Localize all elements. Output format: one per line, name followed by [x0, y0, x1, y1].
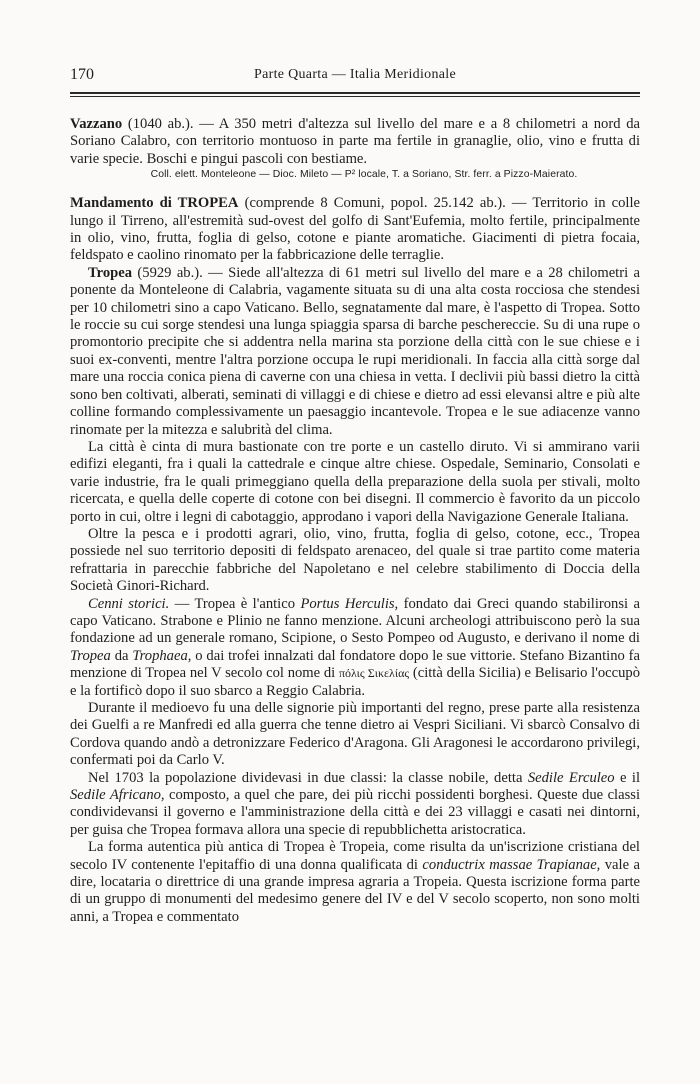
cenni-italic-3: Trophaea,: [132, 647, 192, 664]
vazzano-paragraph: [70, 116, 640, 168]
forma-text-1: La forma autentica più antica di Tropea è Tropeia, come risulta da un'iscrizione cristiana del secolo IV contenente l'epitaffio di una donna qualificata di: [70, 839, 640, 873]
forma-text-2: vale a dire, locataria o direttrice di una grande impresa agraria a Tropeia. Questa iscrizione forma parte di un gruppo di monumenti del medesimo genere del IV e del V secolo scoperto, non sono molti anni, a Tropea e commentato: [70, 856, 640, 925]
header-rule-thin: [70, 96, 640, 97]
mandamento-text: (comprende 8 Comuni, popol. 25.142 ab.). — Territorio in colle lungo il Tirreno, all'estremità sud-ovest del golfo di Sant'Eufemia, molto fertile, principalmente in olio, vino, frutta, foglia di gelso, cotone e piante aromatiche. Giacimenti di pietra focaia, feldspato e caolino rinomato per la fabbricazione delle terraglie.: [70, 195, 641, 264]
mandamento-paragraph: [70, 195, 640, 265]
page-number: 170: [70, 66, 94, 83]
cenni-label: Cenni storici.: [88, 595, 170, 612]
p1703-text-1: Nel 1703 la popolazione dividevasi in due classi: la classe nobile, detta: [88, 769, 528, 786]
p1703-italic-1: Sedile Erculeo: [527, 769, 615, 786]
pesca-paragraph: Oltre la pesca e i prodotti agrari, olio, vino, frutta, foglia di gelso, cotone, ecc., Tropea possiede nel suo territorio depositi di feldspato arenaceo, del quale si trae partito come materia refrattaria in parecchie fabbriche del Napoletano e nel celebre stabilimento di Doccia della Società Ginori-Richard.: [70, 525, 640, 595]
forma-paragraph: [70, 839, 640, 926]
medioevo-paragraph: Durante il medioevo fu una delle signorie più importanti del regno, prese parte alla resistenza dei Guelfi a re Manfredi ed alla guerra che tenne dietro ai Vespri Siciliani. Vi sbarcò Consalvo di Cordova quando andò a detronizzare Federico d'Aragona. Gli Aragonesi le accordarono privilegi, confermati poi da Carlo V.: [70, 700, 640, 769]
vazzano-text: (1040 ab.). — A 350 metri d'altezza sul livello del mare e a 8 chilometri a nord da Soriano Calabro, con territorio montuoso in parte ma fertile in granaglie, olio, vino e frutta di varie specie. Boschi e pingui pascoli con bestiame.: [70, 116, 640, 167]
cenni-text-1: — Tropea è l'antico: [169, 595, 301, 612]
cenni-text-5: (città della Sicilia) e Belisario l'occupò e la fortificò dopo il suo sbarco a Reggio Calabria.: [70, 665, 640, 699]
mandamento-name: Mandamento di TROPEA: [70, 195, 239, 212]
vazzano-info: Coll. elett. Monteleone — Dioc. Mileto — P² locale, T. a Soriano, Str. ferr. a Pizzo-Maierato.: [150, 169, 578, 181]
cenni-text-3: da: [110, 647, 133, 664]
cenni-italic-1: Portus Herculis,: [300, 595, 399, 612]
paragraph-1703: [70, 770, 640, 840]
cenni-storici-paragraph: [70, 596, 640, 700]
p1703-italic-2: Sedile Africano,: [70, 787, 165, 804]
forma-italic-1: conductrix massae Trapianae,: [422, 856, 601, 873]
running-header: [70, 64, 640, 88]
header-rule-thick: [70, 92, 640, 94]
tropea-text: (5929 ab.). — Siede all'altezza di 61 metri sul livello del mare e a 28 chilometri a ponente da Monteleone di Calabria, vagamente situata su di una alta costa rocciosa che stendesi per 10 chilometri sino a capo Vaticano. Bello, segnatamente dal mare, è l'aspetto di Tropea. Sotto le roccie su cui sorge stendesi una lunga spiaggia sparsa di barche peschereccie. Su di una rupe o promontorio precipite che si addentra nella marina sta porzione della città con le sue chiese e i suoi ex-conventi, mentre l'altra porzione occupa le rupi meridionali. In faccia alla città sorge dal mare una roccia conica piena di caverne con una chiesa in vetta. I declivii più bassi dietro la città sono ben coltivati, alberati, seminati di villaggi e di chiese e dietro ad essi elevansi altre e più alte colline formando complessivamente un paesaggio incantevole. Tropea e le sue adiacenze vanno rinomate per la mitezza e salubrità del clima.: [70, 264, 640, 438]
cenni-text-4: o dai trofei innalzati dal fondatore dopo le sue vittorie. Stefano Bizantino fa menzione di Tropea nel V secolo col nome di: [70, 647, 641, 682]
tropea-name: Tropea: [88, 264, 133, 281]
cenni-greek: πόλις Σικελίας: [338, 666, 410, 681]
p1703-text-2: e il: [614, 769, 640, 786]
page-body: [70, 116, 640, 926]
citta-paragraph: La città è cinta di mura bastionate con tre porte e un castello diruto. Vi si ammirano varii edifizi eleganti, fra i quali la cattedrale e cinque altre chiese. Ospedale, Seminario, Consolati e varie industrie, fra le quali primeggiano quella della preparazione della suola per stivali, molto ricercata, e quella delle coperte di cotone con bei disegni. Il commercio è favorito da un piccolo porto in cui, oltre i legni di cabotaggio, approdano i vapori della Navigazione Generale Italiana.: [70, 438, 640, 525]
running-title: Parte Quarta — Italia Meridionale: [254, 67, 456, 82]
cenni-text-2: fondato dai Greci quando stabilironsi a capo Vaticano. Strabone e Plinio ne fanno menzione. Alcuni archeologi attribuiscono però la sua fondazione ad un generale romano, Scipione, o Sesto Pompeo od Augusto, e derivano il nome di: [70, 595, 640, 647]
cenni-italic-2: Tropea: [70, 647, 111, 664]
p1703-text-3: composto, a quel che pare, dei più ricchi possidenti borghesi. Queste due classi condividevansi il governo e l'amministrazione della città e dei 23 villaggi e casati nei dintorni, per guisa che Tropea formava allora una specie di repubblichetta aristocratica.: [70, 787, 641, 838]
vazzano-name: Vazzano: [70, 116, 123, 132]
tropea-paragraph: [70, 265, 640, 439]
